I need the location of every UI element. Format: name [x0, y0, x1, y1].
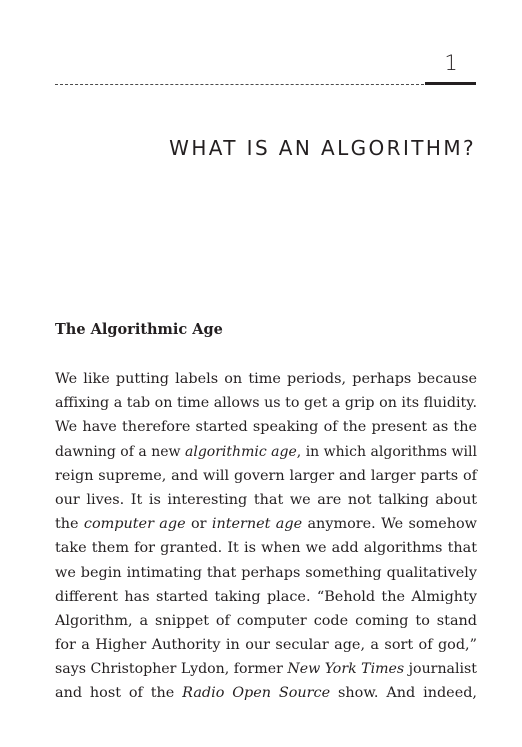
paragraph-line [55, 512, 477, 536]
chapter-rule-solid [425, 82, 476, 85]
paragraph-line [55, 415, 477, 439]
text-run: dawning of a new [55, 443, 185, 460]
paragraph-line [55, 391, 477, 415]
paragraph-line [55, 633, 477, 657]
text-run: we begin intimating that perhaps something qualitatively [55, 564, 477, 581]
italic-term: computer age [83, 516, 186, 533]
text-run: Algorithm, a snippet of computer code coming to stand [55, 612, 477, 629]
text-run: reign supreme, and will govern larger and larger parts of [55, 467, 477, 484]
chapter-number: 1 [444, 51, 458, 75]
italic-term: Radio Open Source [182, 685, 331, 702]
text-run: take them for granted. It is when we add algorithms that [55, 540, 477, 557]
chapter-rule-dashed [55, 84, 424, 85]
paragraph-line [55, 585, 477, 609]
italic-term: internet age [211, 516, 303, 533]
text-run: We have therefore started speaking of the present as the [55, 419, 477, 436]
italic-term: algorithmic age [184, 443, 297, 460]
text-run: our lives. It is interesting that we are not talking about [55, 491, 477, 508]
paragraph-line [55, 536, 477, 560]
paragraph-line [55, 440, 477, 464]
body-paragraph [55, 367, 477, 706]
text-run: says Christopher Lydon, former [55, 661, 288, 678]
section-heading: The Algorithmic Age [55, 321, 223, 338]
text-run: and host of the [55, 685, 183, 702]
text-run: or [185, 516, 212, 533]
paragraph-line [55, 681, 477, 705]
paragraph-line [55, 609, 477, 633]
text-run: , in which algorithms will [296, 443, 477, 460]
text-run: anymore. We somehow [302, 516, 478, 533]
italic-term: New York Times [287, 661, 405, 678]
paragraph-line [55, 367, 477, 391]
text-run: journalist [404, 661, 477, 678]
text-run: show. And indeed, [330, 685, 477, 702]
text-run: We like putting labels on time periods, perhaps because [55, 371, 477, 387]
text-run: affixing a tab on time allows us to get a grip on its fluidity. [55, 395, 477, 412]
text-run: the [55, 516, 84, 533]
paragraph-line [55, 488, 477, 512]
text-run: different has started taking place. “Behold the Almighty [55, 588, 477, 605]
paragraph-line [55, 657, 477, 681]
paragraph-line [55, 561, 477, 585]
paragraph-line [55, 464, 477, 488]
text-run: for a Higher Authority in our secular age, a sort of god,” [55, 637, 477, 654]
chapter-title: WHAT IS AN ALGORITHM? [169, 136, 476, 160]
